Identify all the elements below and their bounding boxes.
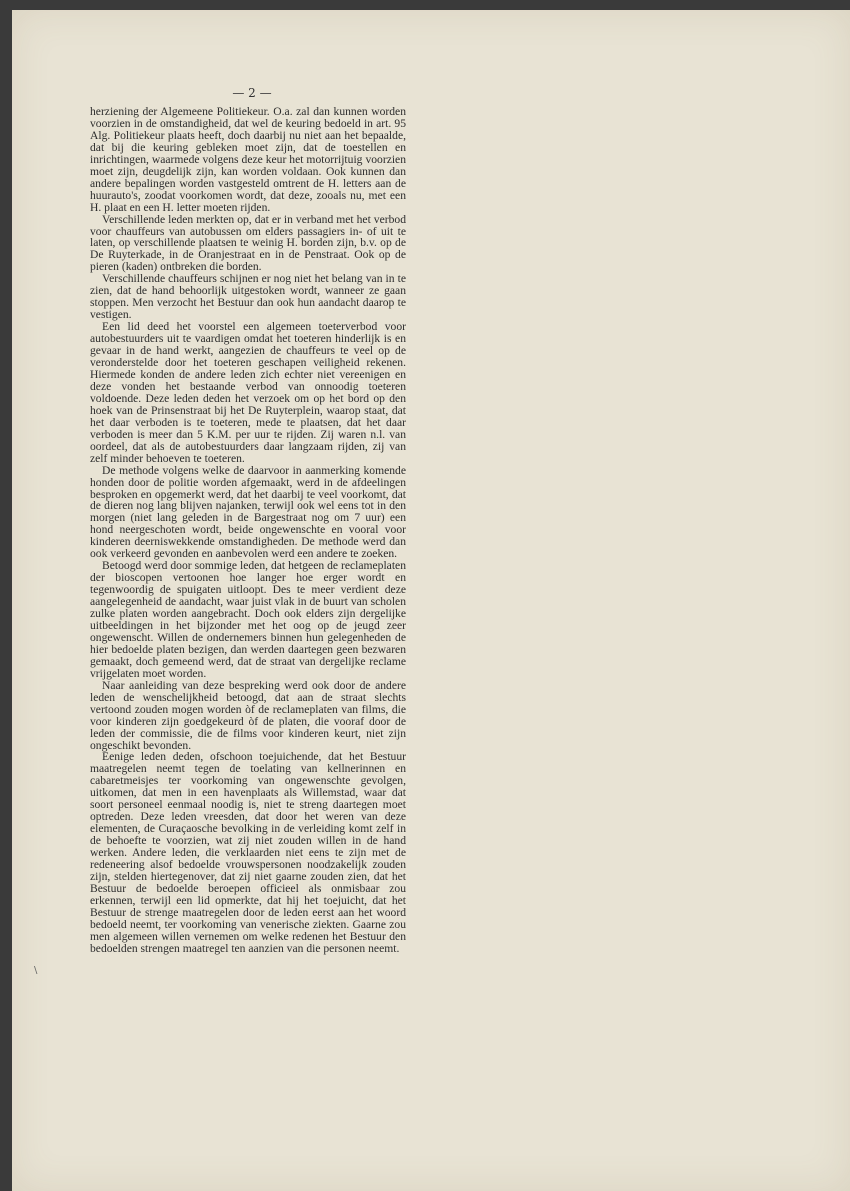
- paragraph: Verschillende leden merkten op, dat er in verband met het verbod voor chauffeurs van autobussen om elders passagiers in- of uit te laten, op verschillende plaatsen te weinig H. borden zijn, b.v. op de De Ruyterkade, in de Oranjestraat en in de Penstraat. Ook op de pieren (kaden) ontbreken die borden.: [90, 212, 406, 274]
- document-page: [12, 10, 850, 1191]
- paragraph: Naar aanleiding van deze bespreking werd ook door de andere leden de wenschelijkheid betoogd, dat aan de straat slechts vertoond zouden mogen worden òf de reclameplaten van films, die voor kinderen zijn goedgekeurd òf de platen, die vooraf door de leden der commissie, die de films voor kinderen keurt, niet zijn ongeschikt bevonden.: [90, 678, 406, 752]
- paragraph: Een lid deed het voorstel een algemeen toeterverbod voor autobestuurders uit te vaardigen omdat het toeteren hinderlijk is en gevaar in de hand werkt, aangezien de chauffeurs te veel op de veronderstelde door het toeteren geschapen veiligheid rekenen. Hiermede konden de andere leden zich echter niet vereenigen en deze vonden het bestaande verbod van onnoodig toeteren voldoende. Deze leden deden het verzoek om op het bord op den hoek van de Prinsenstraat bij het De Ruyterplein, waarop staat, dat het daar verboden is te toeteren, mede te plaatsen, dat het daar verboden is meer dan 5 K.M. per uur te rijden. Zij waren n.l. van oordeel, dat als de autobestuurders daar langzaam rijden, zij van zelf minder behoeven te toeteren.: [90, 320, 406, 465]
- paragraph: Verschillende chauffeurs schijnen er nog niet het belang van in te zien, dat de hand behoorlijk uitgestoken wordt, wanneer ze gaan stoppen. Men verzocht het Bestuur dan ook hun aandacht daarop te vestigen.: [90, 272, 406, 322]
- margin-mark: \: [34, 965, 38, 976]
- paragraph: herziening der Algemeene Politiekeur. O.a. zal dan kunnen worden voorzien in de omstandigheid, dat wel de keuring bedoeld in art. 95 Alg. Politiekeur plaats heeft, doch daarbij nu niet aan het bepaalde, dat bij die keuring gebleken moet zijn, dat de toestellen en inrichtingen, waarmede volgens deze keur het motorrijtuig voorzien moet zijn, deugdelijk zijn, kan worden voldaan. Ook kunnen dan andere bepalingen worden vastgesteld omtrent de H. letters aan de huurauto's, zoodat voorkomen wordt, dat deze, zooals nu, met een H. plaat en een H. letter moeten rijden.: [90, 105, 406, 214]
- paragraph: De methode volgens welke de daarvoor in aanmerking komende honden door de politie worden afgemaakt, werd in de afdeelingen besproken en opgemerkt werd, dat het daarbij te veel voorkomt, dat de dieren nog lang blijven najanken, terwijl ook wel eens tot in den morgen (niet lang geleden in de Bargestraat nog om 7 uur) een hond neergeschoten wordt, beide ongewenschte en vooral voor kinderen deerniswekkende omstandigheden. De methode werd dan ook verkeerd gevonden en aanbevolen werd een andere te zoeken.: [90, 463, 406, 561]
- page-number: — 2 —: [232, 86, 272, 100]
- paragraph: Betoogd werd door sommige leden, dat hetgeen de reclameplaten der bioscopen vertoonen hoe langer hoe erger wordt en tegenwoordig de spuigaten uitloopt. Des te meer verdient deze aangelegenheid de aandacht, waar juist vlak in de buurt van scholen zulke platen worden aangebracht. Doch ook elders zijn dergelijke uitbeeldingen in het bijzonder met het oog op de jeugd zeer ongewenscht. Willen de ondernemers binnen hun gelegenheden de hier bedoelde platen bezigen, dan werden daartegen geen bezwaren gemaakt, doch gemeend werd, dat de straat van dergelijke reclame vrijgelaten moet worden.: [90, 559, 406, 680]
- paragraph: Eenige leden deden, ofschoon toejuichende, dat het Bestuur maatregelen neemt tegen de toelating van kellnerinnen en cabaretmeisjes ter voorkoming van ongewenschte gevolgen, uitkomen, dat men in een havenplaats als Willemstad, waar dat soort personeel eenmaal noodig is, niet te streng daartegen moet optreden. Deze leden vreesden, dat door het weren van deze elementen, de Curaçaosche bevolking in de verleiding komt zelf in de behoefte te voorzien, wat zij niet zouden willen in de hand werken. Andere leden, die verklaarden niet eens te zijn met de redeneering alsof bedoelde vrouwspersonen noodzakelijk zouden zijn, stelden hiertegenover, dat zij niet gaarne zouden zien, dat het Bestuur de bedoelde beroepen officieel als onmisbaar zou erkennen, terwijl een lid opmerkte, dat hij het toejuicht, dat het Bestuur de strenge maatregelen door de leden eerst aan het woord bedoeld neemt, ter voorkoming van venerische ziekten. Gaarne zou men algemeen willen vernemen om welke redenen het Bestuur den bedoelden strengen maatregel ten aanzien van die personen neemt.: [90, 750, 406, 955]
- body-text: [90, 106, 406, 955]
